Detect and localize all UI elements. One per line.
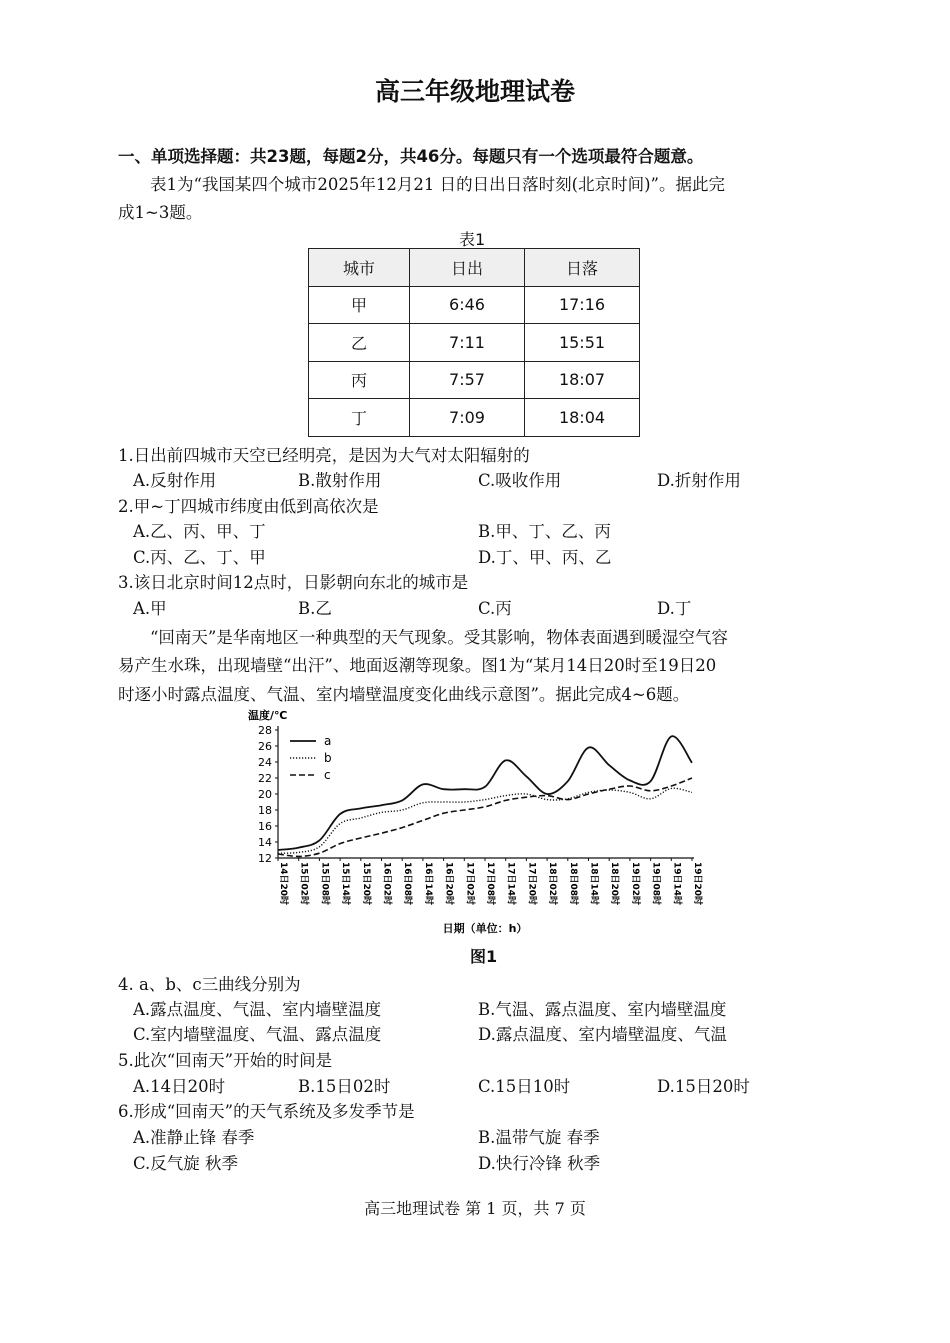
table-row bbox=[309, 324, 640, 362]
x-tick-label: 16日08时 bbox=[402, 862, 413, 906]
y-tick-label: 26 bbox=[258, 740, 272, 753]
legend-label-b: b bbox=[324, 751, 332, 765]
question-2-option-a: A.乙、丙、甲、丁 bbox=[133, 522, 266, 541]
x-tick-label: 15日02时 bbox=[298, 862, 309, 906]
question-6-option-c: C.反气旋 秋季 bbox=[133, 1154, 239, 1173]
question-5-stem: 5.此次“回南天”开始的时间是 bbox=[118, 1051, 333, 1070]
table-cell: 7:11 bbox=[410, 324, 525, 362]
y-tick-label: 16 bbox=[258, 820, 272, 833]
table-header-cell: 城市 bbox=[309, 249, 410, 287]
x-tick-label: 18日14时 bbox=[588, 862, 599, 906]
question-3-option-d: D.丁 bbox=[657, 599, 692, 618]
y-tick-label: 18 bbox=[258, 804, 272, 817]
x-tick-label: 19日14时 bbox=[671, 862, 682, 906]
x-tick-label: 19日08时 bbox=[650, 862, 661, 906]
table-cell: 15:51 bbox=[525, 324, 640, 362]
question-2-stem: 2.甲~丁四城市纬度由低到高依次是 bbox=[118, 497, 379, 516]
table-cell: 乙 bbox=[309, 324, 410, 362]
table-row bbox=[309, 361, 640, 399]
question-5-option-b: B.15日02时 bbox=[298, 1077, 391, 1096]
question-5-option-d: D.15日20时 bbox=[657, 1077, 750, 1096]
x-tick-label: 19日20时 bbox=[692, 862, 702, 906]
table-cell: 甲 bbox=[309, 286, 410, 324]
question-1-option-c: C.吸收作用 bbox=[478, 471, 562, 490]
page-title: 高三年级地理试卷 bbox=[374, 77, 575, 106]
y-tick-label: 28 bbox=[258, 724, 272, 737]
intro-paragraph-1-line-2: 成1~3题。 bbox=[118, 203, 203, 222]
table-header-cell: 日落 bbox=[525, 249, 640, 287]
intro-paragraph-2-line-1: “回南天”是华南地区一种典型的天气现象。受其影响，物体表面遇到暖湿空气容 bbox=[150, 628, 728, 647]
x-tick-label: 17日20时 bbox=[526, 862, 537, 906]
x-axis-label: 日期（单位：h） bbox=[442, 922, 528, 935]
table-cell: 17:16 bbox=[525, 286, 640, 324]
x-tick-label: 16日02时 bbox=[381, 862, 392, 906]
question-4-option-c: C.室内墙壁温度、气温、露点温度 bbox=[133, 1025, 382, 1044]
table-row bbox=[309, 399, 640, 437]
page-footer: 高三地理试卷 第 1 页，共 7 页 bbox=[364, 1199, 586, 1218]
x-tick-label: 17日08时 bbox=[485, 862, 495, 906]
question-4-option-b: B.气温、露点温度、室内墙壁温度 bbox=[478, 1000, 727, 1019]
question-3-stem: 3.该日北京时间12点时，日影朝向东北的城市是 bbox=[118, 573, 469, 592]
question-3-option-c: C.丙 bbox=[478, 599, 512, 618]
temperature-line-chart bbox=[240, 704, 710, 940]
x-tick-label: 16日20时 bbox=[443, 862, 454, 906]
table-cell: 18:04 bbox=[525, 399, 640, 437]
sunrise-sunset-table bbox=[308, 248, 640, 437]
table-cell: 7:09 bbox=[410, 399, 525, 437]
x-tick-label: 14日20时 bbox=[278, 862, 288, 906]
table-cell: 7:57 bbox=[410, 361, 525, 399]
table-caption: 表1 bbox=[459, 230, 486, 249]
figure-caption: 图1 bbox=[470, 947, 498, 966]
question-6-option-d: D.快行冷锋 秋季 bbox=[478, 1154, 601, 1173]
question-5-option-c: C.15日10时 bbox=[478, 1077, 571, 1096]
table-cell: 丁 bbox=[309, 399, 410, 437]
question-2-option-d: D.丁、甲、丙、乙 bbox=[478, 548, 612, 567]
intro-paragraph-2-line-2: 易产生水珠，出现墙壁“出汗”、地面返潮等现象。图1为“某月14日20时至19日20 bbox=[118, 656, 717, 675]
question-1-option-b: B.散射作用 bbox=[298, 471, 382, 490]
question-3-option-b: B.乙 bbox=[298, 599, 332, 618]
question-2-option-c: C.丙、乙、丁、甲 bbox=[133, 548, 266, 567]
x-tick-label: 18日08时 bbox=[567, 862, 578, 906]
table-row bbox=[309, 286, 640, 324]
series-line-c bbox=[278, 778, 692, 856]
y-tick-label: 24 bbox=[258, 756, 272, 769]
table-cell: 18:07 bbox=[525, 361, 640, 399]
x-tick-label: 17日14时 bbox=[505, 862, 516, 906]
x-tick-label: 18日20时 bbox=[609, 862, 620, 906]
y-tick-label: 20 bbox=[258, 788, 272, 801]
question-6-option-a: A.准静止锋 春季 bbox=[133, 1128, 255, 1147]
y-tick-label: 12 bbox=[258, 852, 272, 865]
question-5-option-a: A.14日20时 bbox=[133, 1077, 226, 1096]
question-1-option-a: A.反射作用 bbox=[133, 471, 217, 490]
x-tick-label: 16日14时 bbox=[422, 862, 433, 906]
question-1-stem: 1.日出前四城市天空已经明亮，是因为大气对太阳辐射的 bbox=[118, 446, 530, 465]
table-cell: 丙 bbox=[309, 361, 410, 399]
question-4-option-a: A.露点温度、气温、室内墙壁温度 bbox=[133, 1000, 382, 1019]
section-heading: 一、单项选择题：共23题，每题2分，共46分。每题只有一个选项最符合题意。 bbox=[118, 147, 704, 166]
x-tick-label: 15日08时 bbox=[319, 862, 330, 906]
table-header-row bbox=[309, 249, 640, 287]
x-tick-label: 15日20时 bbox=[360, 862, 371, 906]
x-tick-label: 18日02时 bbox=[547, 862, 558, 906]
intro-paragraph-1-line-1: 表1为“我国某四个城市2025年12月21 日的日出日落时刻(北京时间)”。据此完 bbox=[150, 175, 725, 194]
question-6-stem: 6.形成“回南天”的天气系统及多发季节是 bbox=[118, 1102, 415, 1121]
intro-paragraph-2-line-3: 时逐小时露点温度、气温、室内墙壁温度变化曲线示意图”。据此完成4~6题。 bbox=[118, 685, 690, 704]
question-3-option-a: A.甲 bbox=[133, 599, 167, 618]
y-axis-label: 温度/℃ bbox=[248, 709, 288, 722]
x-tick-label: 15日14时 bbox=[340, 862, 351, 906]
table-cell: 6:46 bbox=[410, 286, 525, 324]
x-tick-label: 17日02时 bbox=[464, 862, 475, 906]
question-4-stem: 4. a、b、c三曲线分别为 bbox=[118, 975, 301, 994]
question-4-option-d: D.露点温度、室内墙壁温度、气温 bbox=[478, 1025, 727, 1044]
question-1-option-d: D.折射作用 bbox=[657, 471, 741, 490]
legend-label-a: a bbox=[324, 734, 332, 748]
y-tick-label: 22 bbox=[258, 772, 272, 785]
question-6-option-b: B.温带气旋 春季 bbox=[478, 1128, 600, 1147]
x-tick-label: 19日02时 bbox=[629, 862, 640, 906]
table-header-cell: 日出 bbox=[410, 249, 525, 287]
y-tick-label: 14 bbox=[258, 836, 272, 849]
question-2-option-b: B.甲、丁、乙、丙 bbox=[478, 522, 611, 541]
legend-label-c: c bbox=[324, 768, 331, 782]
